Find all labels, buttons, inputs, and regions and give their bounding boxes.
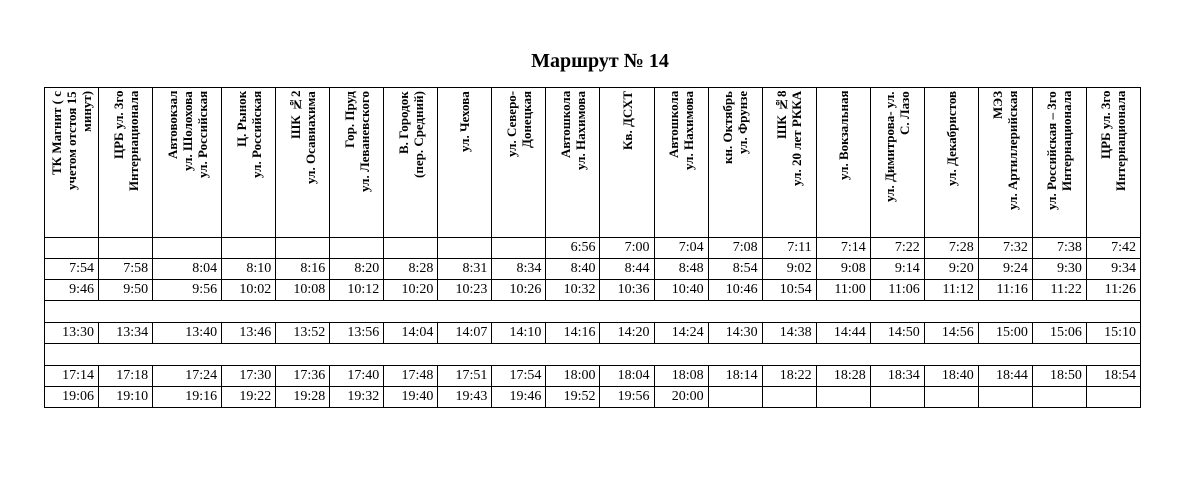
time-cell: 19:40 [384, 387, 438, 408]
time-cell: 19:46 [492, 387, 546, 408]
page-title: Маршрут № 14 [531, 50, 669, 72]
time-cell [870, 387, 924, 408]
time-cell [762, 387, 816, 408]
stop-header [99, 88, 153, 238]
time-cell: 7:38 [1032, 238, 1086, 259]
time-cell: 19:16 [153, 387, 222, 408]
time-cell: 7:00 [600, 238, 654, 259]
time-cell: 10:02 [222, 280, 276, 301]
stop-header [222, 88, 276, 238]
time-cell: 10:08 [276, 280, 330, 301]
time-cell: 14:56 [924, 323, 978, 344]
time-cell [330, 238, 384, 259]
stop-header [924, 88, 978, 238]
time-cell: 8:44 [600, 259, 654, 280]
stop-header [762, 88, 816, 238]
time-cell: 18:22 [762, 366, 816, 387]
time-cell: 10:40 [654, 280, 708, 301]
time-cell: 8:16 [276, 259, 330, 280]
time-cell: 14:07 [438, 323, 492, 344]
time-cell: 7:04 [654, 238, 708, 259]
time-cell: 8:34 [492, 259, 546, 280]
time-cell: 9:46 [45, 280, 99, 301]
time-cell: 14:20 [600, 323, 654, 344]
stop-label: ТК Магнит ( с учетом отстоя 15 минут) [49, 91, 95, 190]
time-cell: 14:04 [384, 323, 438, 344]
time-cell [153, 238, 222, 259]
table-row [45, 387, 1141, 408]
stop-label: ул. Российская – 3го Интернационала [1044, 91, 1075, 210]
time-cell: 15:00 [978, 323, 1032, 344]
stop-header [276, 88, 330, 238]
time-cell: 14:38 [762, 323, 816, 344]
time-cell: 11:26 [1086, 280, 1140, 301]
time-cell: 7:22 [870, 238, 924, 259]
stop-header [654, 88, 708, 238]
time-cell: 17:14 [45, 366, 99, 387]
time-cell: 9:50 [99, 280, 153, 301]
stop-header [546, 88, 600, 238]
stop-label: В. Городок (пер. Средний) [395, 91, 426, 178]
stop-label: ШК №8 ул. 20 лет РККА [774, 91, 805, 187]
time-cell: 11:06 [870, 280, 924, 301]
time-cell: 15:06 [1032, 323, 1086, 344]
time-cell: 19:32 [330, 387, 384, 408]
time-cell: 9:02 [762, 259, 816, 280]
time-cell: 7:14 [816, 238, 870, 259]
time-cell: 17:51 [438, 366, 492, 387]
time-cell: 18:50 [1032, 366, 1086, 387]
time-cell: 14:44 [816, 323, 870, 344]
time-cell: 13:30 [45, 323, 99, 344]
time-cell: 8:48 [654, 259, 708, 280]
time-cell: 10:23 [438, 280, 492, 301]
table-row [45, 366, 1141, 387]
time-cell: 6:56 [546, 238, 600, 259]
stop-label: Автовокзал ул. Шолохова ул. Российская [164, 91, 210, 179]
stop-header [492, 88, 546, 238]
time-cell [45, 238, 99, 259]
time-cell: 15:10 [1086, 323, 1140, 344]
stop-label: МЭЗ ул. Артиллерийская [990, 91, 1021, 211]
time-cell: 19:22 [222, 387, 276, 408]
time-cell: 11:16 [978, 280, 1032, 301]
time-cell: 18:00 [546, 366, 600, 387]
time-cell: 17:18 [99, 366, 153, 387]
time-cell: 11:12 [924, 280, 978, 301]
time-cell: 8:28 [384, 259, 438, 280]
time-cell: 18:40 [924, 366, 978, 387]
time-cell: 14:16 [546, 323, 600, 344]
stop-label: ЦРБ ул. 3го Интернационала [1098, 91, 1129, 192]
stop-header [708, 88, 762, 238]
time-cell: 11:00 [816, 280, 870, 301]
time-cell [492, 238, 546, 259]
time-cell: 18:44 [978, 366, 1032, 387]
time-cell: 7:11 [762, 238, 816, 259]
time-cell: 7:42 [1086, 238, 1140, 259]
time-cell: 18:04 [600, 366, 654, 387]
stop-header [153, 88, 222, 238]
time-cell: 8:20 [330, 259, 384, 280]
stop-header [1032, 88, 1086, 238]
stop-label: ЦРБ ул. 3го Интернационала [110, 91, 141, 192]
time-cell: 13:34 [99, 323, 153, 344]
table-row [45, 280, 1141, 301]
time-cell [276, 238, 330, 259]
time-cell: 13:40 [153, 323, 222, 344]
stop-header [384, 88, 438, 238]
time-cell: 13:56 [330, 323, 384, 344]
time-cell: 19:28 [276, 387, 330, 408]
stop-label: ул. Северо- Донецкая [503, 91, 534, 158]
time-cell: 17:30 [222, 366, 276, 387]
time-cell: 8:40 [546, 259, 600, 280]
time-cell [384, 238, 438, 259]
time-cell: 19:56 [600, 387, 654, 408]
time-cell: 18:54 [1086, 366, 1140, 387]
time-cell [1032, 387, 1086, 408]
time-cell: 9:56 [153, 280, 222, 301]
time-cell: 18:28 [816, 366, 870, 387]
time-cell: 14:50 [870, 323, 924, 344]
time-cell: 7:28 [924, 238, 978, 259]
time-cell: 7:08 [708, 238, 762, 259]
time-cell: 18:08 [654, 366, 708, 387]
time-cell: 7:58 [99, 259, 153, 280]
time-cell: 17:54 [492, 366, 546, 387]
time-cell: 9:20 [924, 259, 978, 280]
time-cell [708, 387, 762, 408]
time-cell: 20:00 [654, 387, 708, 408]
separator-row [45, 301, 1141, 323]
time-cell [816, 387, 870, 408]
stop-header [870, 88, 924, 238]
time-cell: 11:22 [1032, 280, 1086, 301]
stop-header [45, 88, 99, 238]
time-cell [99, 238, 153, 259]
time-cell: 9:30 [1032, 259, 1086, 280]
time-cell: 19:52 [546, 387, 600, 408]
table-row [45, 323, 1141, 344]
time-cell: 8:31 [438, 259, 492, 280]
table-row [45, 259, 1141, 280]
time-cell: 13:46 [222, 323, 276, 344]
separator-row [45, 344, 1141, 366]
time-cell [1086, 387, 1140, 408]
time-cell: 14:10 [492, 323, 546, 344]
time-cell: 10:20 [384, 280, 438, 301]
time-cell: 18:34 [870, 366, 924, 387]
time-cell: 17:48 [384, 366, 438, 387]
time-cell: 19:06 [45, 387, 99, 408]
schedule-table [44, 87, 1141, 408]
time-cell: 10:54 [762, 280, 816, 301]
stop-header [816, 88, 870, 238]
time-cell: 9:24 [978, 259, 1032, 280]
time-cell: 19:43 [438, 387, 492, 408]
time-cell: 8:54 [708, 259, 762, 280]
time-cell: 14:30 [708, 323, 762, 344]
time-cell: 17:36 [276, 366, 330, 387]
time-cell: 10:46 [708, 280, 762, 301]
stop-label: Кв. ДСХТ [619, 91, 635, 151]
time-cell: 14:24 [654, 323, 708, 344]
stop-header [330, 88, 384, 238]
time-cell: 7:54 [45, 259, 99, 280]
stop-label: Ц. Рынок ул. Российская [233, 91, 264, 179]
time-cell: 10:12 [330, 280, 384, 301]
time-cell: 8:04 [153, 259, 222, 280]
time-cell: 17:24 [153, 366, 222, 387]
time-cell: 9:14 [870, 259, 924, 280]
stop-label: ул. Декабристов [943, 91, 959, 187]
time-cell: 17:40 [330, 366, 384, 387]
separator-cell [45, 301, 1141, 323]
stop-label: ШК №2 ул. Осавиахима [287, 91, 318, 184]
time-cell: 7:32 [978, 238, 1032, 259]
stop-label: ул. Димитрова- ул. С. Лазо [882, 91, 913, 202]
stop-header [438, 88, 492, 238]
time-cell [978, 387, 1032, 408]
time-cell: 10:26 [492, 280, 546, 301]
time-cell: 9:08 [816, 259, 870, 280]
stop-label: Автошкола ул. Нахимова [557, 91, 588, 170]
time-cell [222, 238, 276, 259]
time-cell: 10:32 [546, 280, 600, 301]
stop-header [1086, 88, 1140, 238]
time-cell: 9:34 [1086, 259, 1140, 280]
time-cell [438, 238, 492, 259]
stop-label: ул. Чехова [457, 91, 473, 152]
table-row [45, 238, 1141, 259]
stop-label: Гор. Пруд ул. Леваневского [341, 91, 372, 192]
time-cell: 19:10 [99, 387, 153, 408]
stop-label: Автошкола ул. Нахимова [666, 91, 697, 170]
stop-header [600, 88, 654, 238]
time-cell [924, 387, 978, 408]
stop-label: ул. Вокзальная [835, 91, 851, 181]
separator-cell [45, 344, 1141, 366]
time-cell: 13:52 [276, 323, 330, 344]
time-cell: 10:36 [600, 280, 654, 301]
time-cell: 18:14 [708, 366, 762, 387]
stop-header [978, 88, 1032, 238]
time-cell: 8:10 [222, 259, 276, 280]
header-row [45, 88, 1141, 238]
stop-label: кн. Октябрь ул. Фрунзе [720, 91, 751, 164]
